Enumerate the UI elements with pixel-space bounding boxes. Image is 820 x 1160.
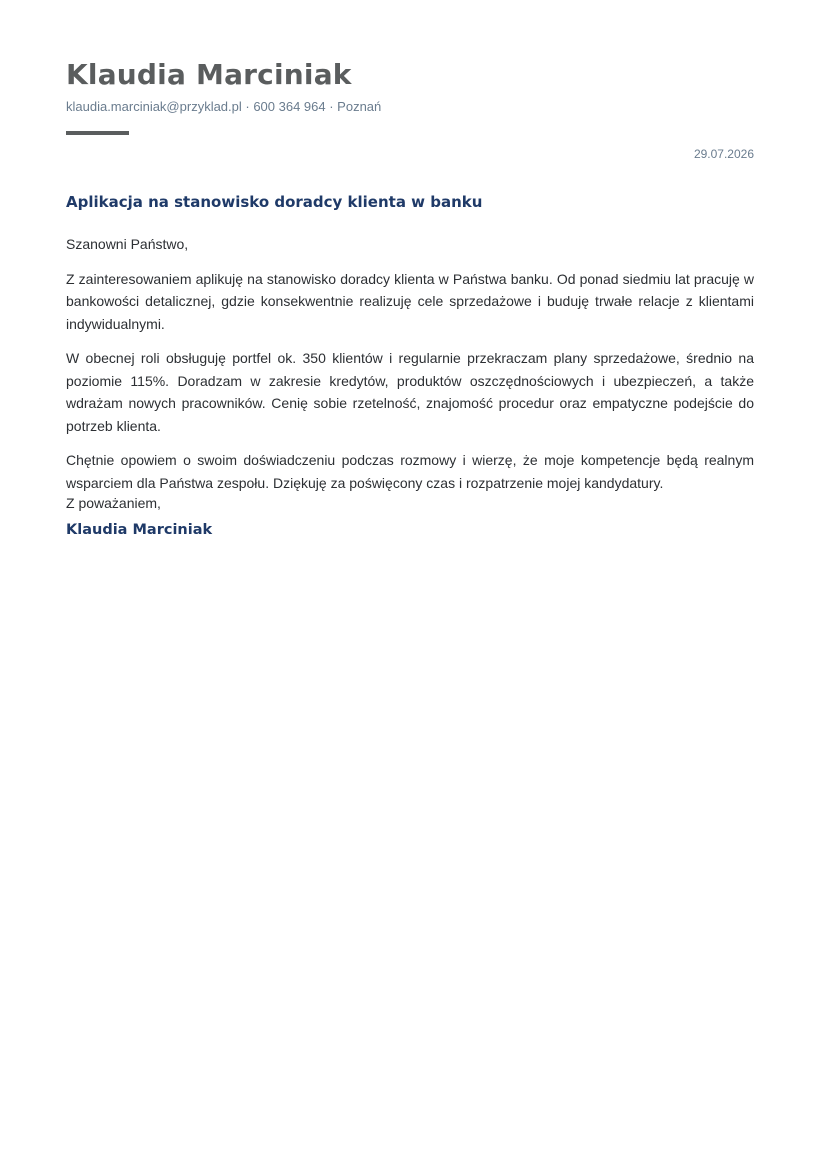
sender-contact: klaudia.marciniak@przyklad.pl · 600 364 964 · Poznań xyxy=(66,99,382,114)
header-divider xyxy=(66,131,129,135)
paragraph: Z zainteresowaniem aplikuję na stanowisko doradcy klienta w Państwa banku. Od ponad siedmiu lat pracuję w bankowości detalicznej, gdzie konsekwentnie realizuję cele sprzedażowe i buduję trwałe relacje z klientami indywidualnymi. xyxy=(66,270,754,332)
closing: Z poważaniem, xyxy=(66,495,161,511)
letter-body xyxy=(66,233,754,506)
sender-name: Klaudia Marciniak xyxy=(66,58,352,91)
letter-date: 29.07.2026 xyxy=(693,147,754,161)
paragraph: W obecnej roli obsługuję portfel ok. 350 klientów i regularnie przekraczam plany sprzedażowe, średnio na poziomie 115%. Doradzam w zakresie kredytów, produktów oszczędnościowych i ubezpieczeń, a także wdrażam nowych pracowników. Cenię sobie rzetelność, znajomość procedur oraz empatyczne podejście do potrzeb klienta. xyxy=(66,350,754,434)
letter-subject: Aplikacja na stanowisko doradcy klienta w banku xyxy=(66,193,483,211)
salutation: Szanowni Państwo, xyxy=(66,236,189,252)
paragraph: Chętnie opowiem o swoim doświadczeniu podczas rozmowy i wierzę, że moje kompetencje będą realnym wsparciem dla Państwa zespołu. Dziękuję za poświęcony czas i rozpatrzenie mojej kandydatury. xyxy=(66,452,754,491)
signature: Klaudia Marciniak xyxy=(66,522,213,538)
